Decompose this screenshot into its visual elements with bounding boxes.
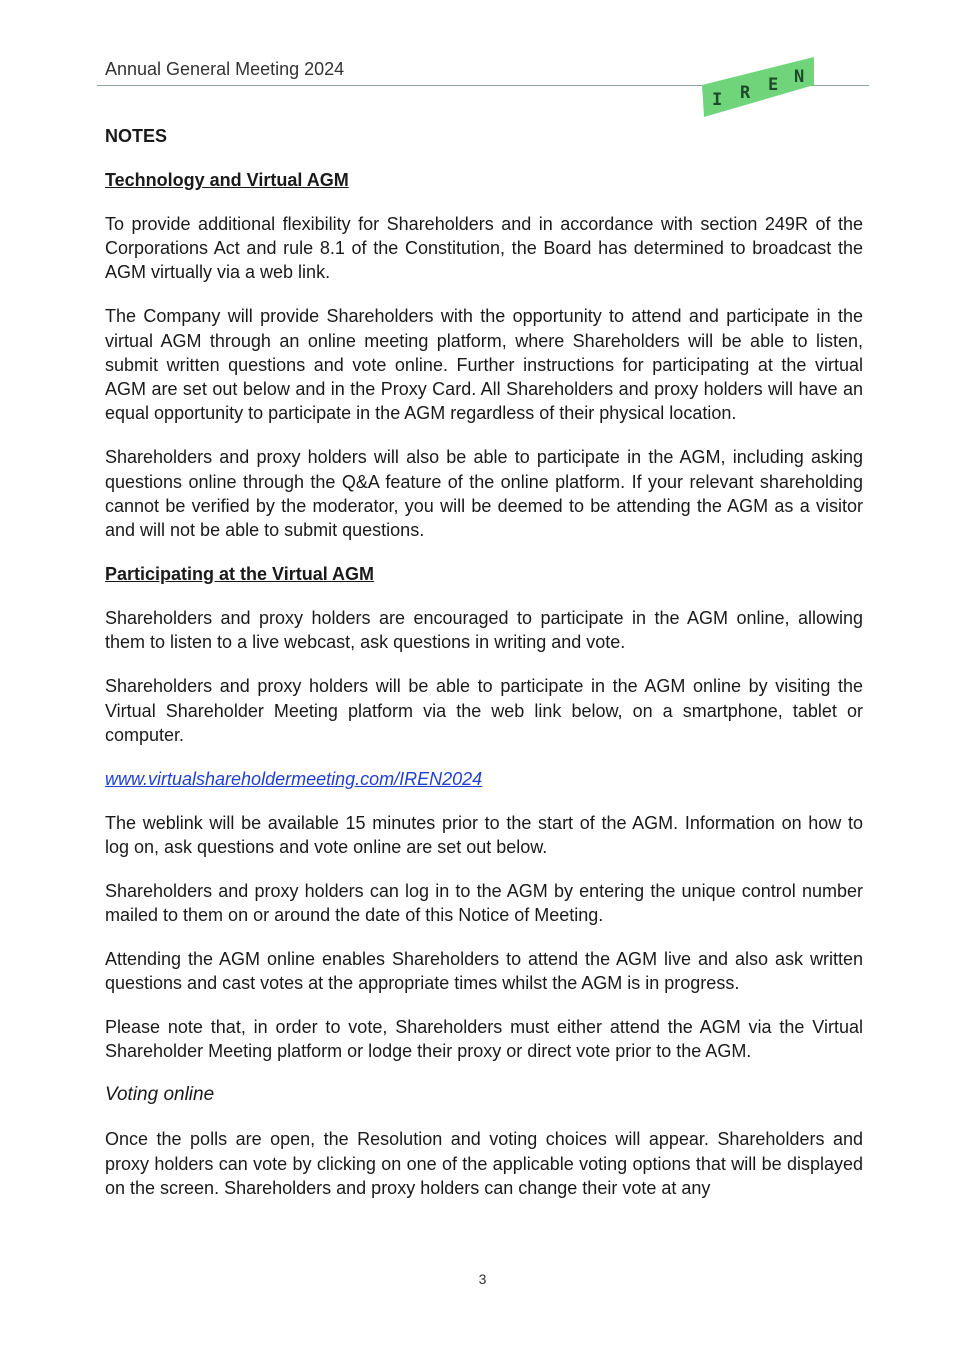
paragraph: To provide additional flexibility for Shareholders and in accordance with section 249R of the Corporations Act and rule 8.1 of the Constitution, the Board has determined to broadcast the AGM virtually via a web link. bbox=[105, 213, 863, 283]
paragraph: Shareholders and proxy holders are encouraged to participate in the AGM online, allowing them to listen to a live webcast, ask questions in writing and vote. bbox=[105, 608, 863, 653]
paragraph: Shareholders and proxy holders will be able to participate in the AGM online by visiting the Virtual Shareholder Meeting platform via the web link below, on a smartphone, tablet or computer. bbox=[105, 676, 863, 745]
svg-text:R: R bbox=[740, 83, 751, 103]
section-heading-technology: Technology and Virtual AGM bbox=[105, 169, 349, 190]
svg-text:N: N bbox=[794, 67, 805, 87]
section-heading-voting-online: Voting online bbox=[105, 1084, 215, 1106]
section-heading-participating: Participating at the Virtual AGM bbox=[105, 564, 375, 585]
notes-title: NOTES bbox=[105, 126, 168, 146]
paragraph: Shareholders and proxy holders can log in to the AGM by entering the unique control number mailed to them on or around the date of this Notice of Meeting. bbox=[105, 880, 863, 926]
document-body bbox=[105, 124, 863, 1220]
paragraph: The Company will provide Shareholders with the opportunity to attend and participate in the virtual AGM through an online meeting platform, where Shareholders will be able to listen, submit written questions and vote online. Further instructions for participating at the virtual AGM are set out below and in the Proxy Card. All Shareholders and proxy holders will have an equal opportunity to participate in the AGM regardless of their physical location. bbox=[105, 306, 863, 424]
paragraph: The weblink will be available 15 minutes prior to the start of the AGM. Information on how to log on, ask questions and vote online are set out below. bbox=[105, 812, 863, 857]
svg-text:E: E bbox=[768, 75, 779, 95]
paragraph: Please note that, in order to vote, Shareholders must either attend the AGM via the Virtual Shareholder Meeting platform or lodge their proxy or direct vote prior to the AGM. bbox=[105, 1017, 863, 1062]
document-header-title: Annual General Meeting 2024 bbox=[105, 59, 345, 79]
svg-text:I: I bbox=[712, 90, 723, 110]
iren-logo bbox=[700, 55, 820, 119]
page-number: 3 bbox=[478, 1271, 487, 1287]
virtual-meeting-link[interactable]: www.virtualshareholdermeeting.com/IREN2024 bbox=[105, 768, 483, 789]
paragraph: Once the polls are open, the Resolution and voting choices will appear. Shareholders and proxy holders can vote by clicking on one of the applicable voting options that will be displayed on the screen. Shareholders and proxy holders can change their vote at any bbox=[105, 1129, 863, 1198]
paragraph: Shareholders and proxy holders will also be able to participate in the AGM, including asking questions online through the Q&A feature of the online platform. If your relevant shareholding cannot be verified by the moderator, you will be deemed to be attending the AGM as a visitor and will not be able to submit questions. bbox=[105, 447, 863, 541]
paragraph: Attending the AGM online enables Shareholders to attend the AGM live and also ask written questions and cast votes at the appropriate times whilst the AGM is in progress. bbox=[105, 948, 863, 994]
